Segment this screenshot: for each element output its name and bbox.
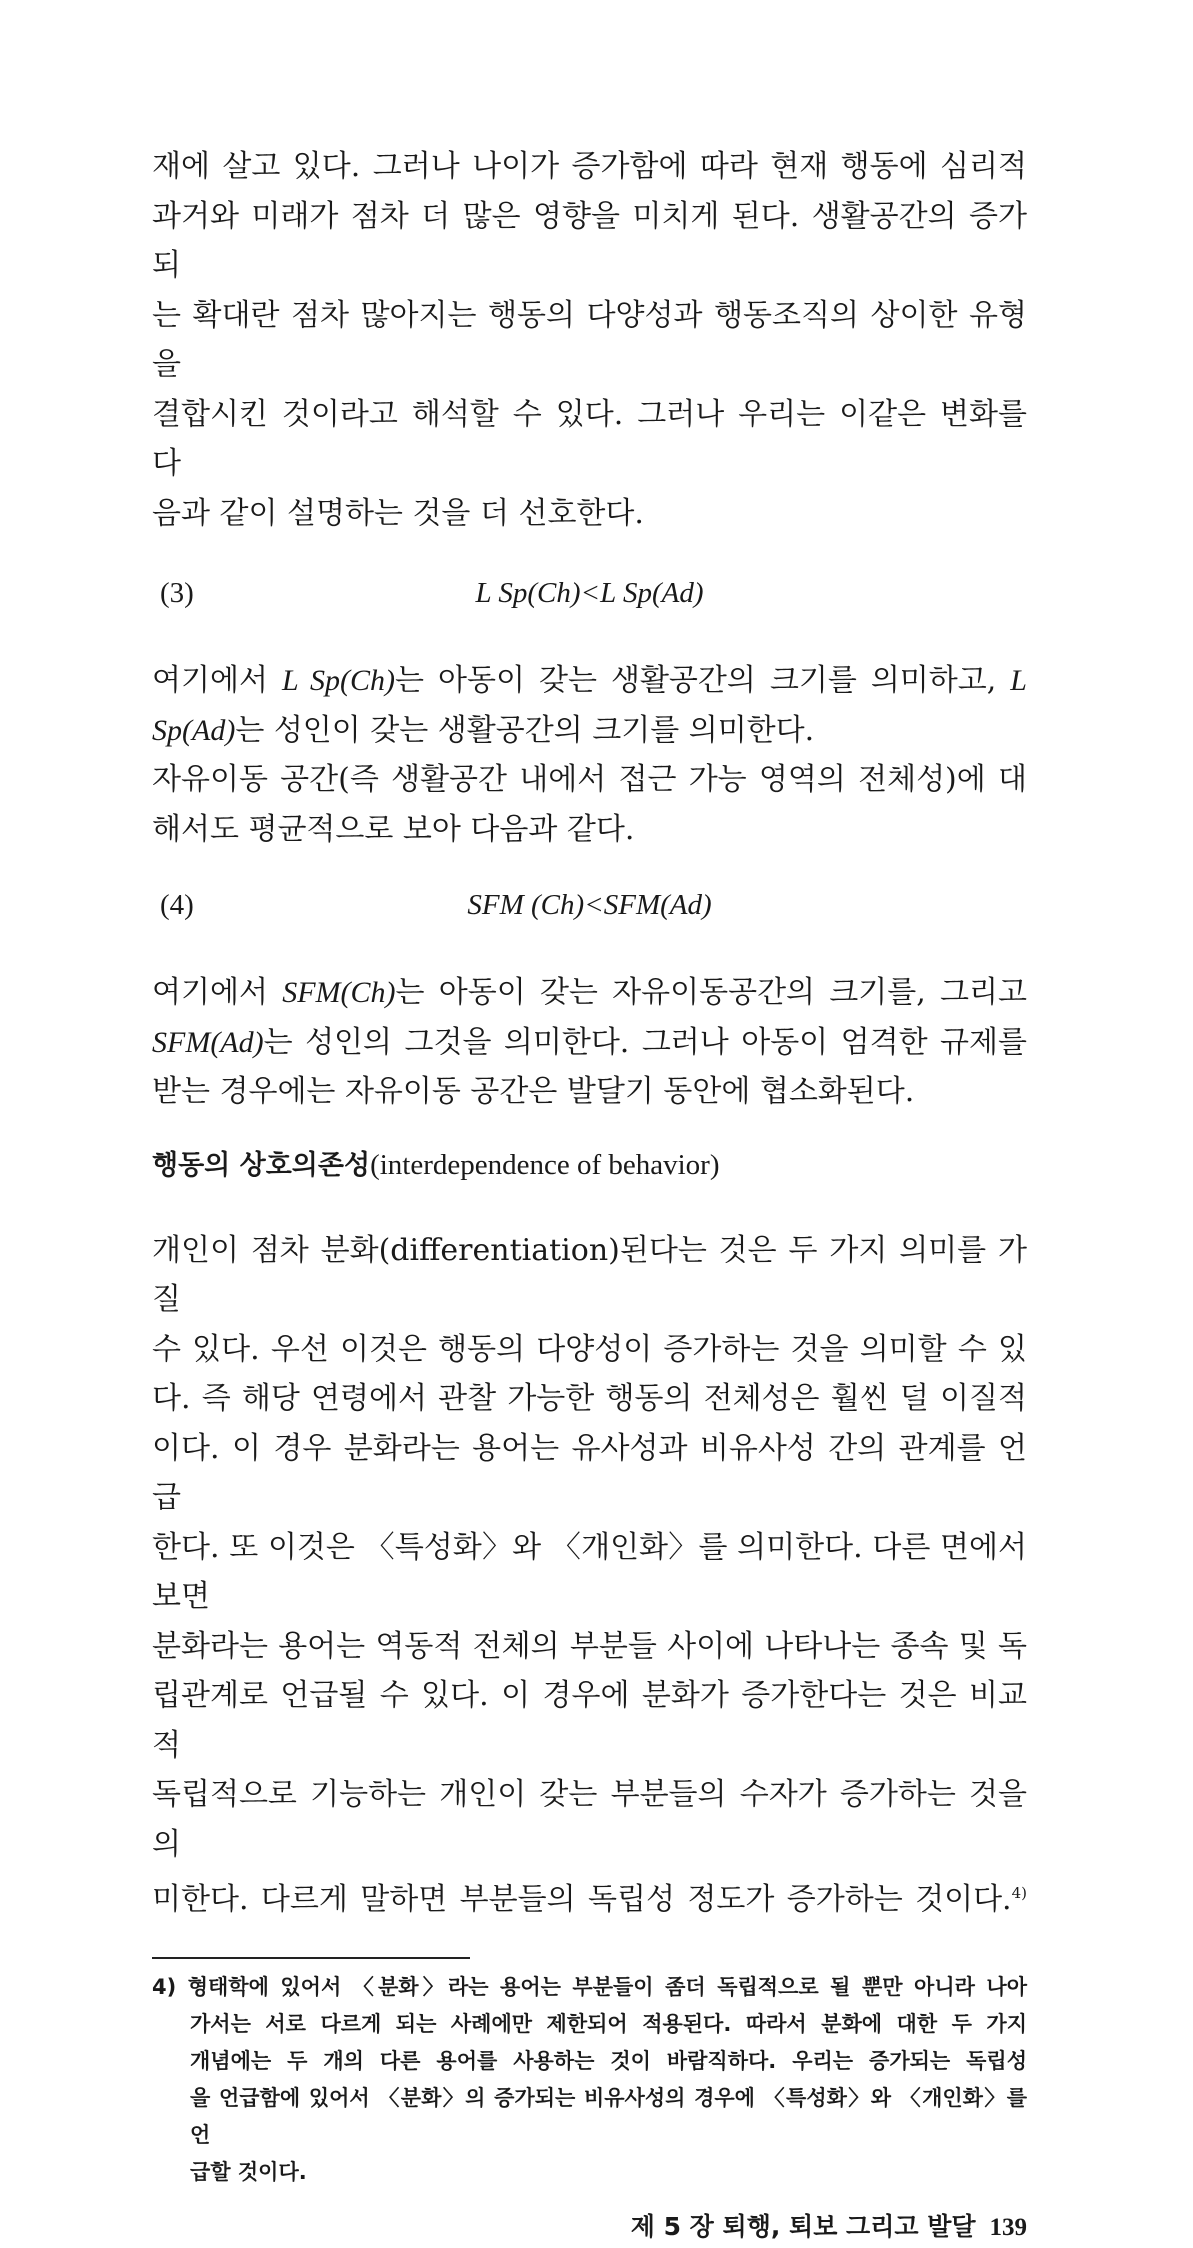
math-term: L [1010,664,1027,697]
footnote-line: 을 언급함에 있어서 〈분화〉의 증가되는 비유사성의 경우에 〈특성화〉와 〈개인화〉를 언 [190,2085,1027,2147]
text-line [152,968,1027,1018]
formula-expression: L Sp(Ch)<L Sp(Ad) [475,577,704,609]
footnote-4 [152,1969,1027,2191]
text-line: 해서도 평균적으로 보아 다음과 같다. [152,811,635,847]
heading-korean: 행동의 상호의존성 [152,1149,371,1181]
text-line [152,1869,1027,1925]
text-span: 미한다. 다르게 말하면 부분들의 독립성 정도가 증가하는 것이다. [152,1882,1012,1917]
text-line: 음과 같이 설명하는 것을 더 선호한다. [152,495,644,531]
text-span: 는 성인의 그것을 의미한다. 그러나 아동이 엄격한 규제를 [263,1024,1027,1060]
text-line [152,656,1027,706]
text-line: 재에 살고 있다. 그러나 나이가 증가함에 따라 현재 행동에 심리적 [152,149,1027,184]
page-body [152,142,1027,2248]
text-line [152,1018,1027,1068]
heading-english: (interdependence of behavior) [370,1148,720,1181]
formula-number: (4) [160,889,194,921]
paragraph-2 [152,656,1027,755]
page-footer [152,2207,1027,2248]
text-span: 는 아동이 갖는 자유이동공간의 크기를, 그리고 [395,975,1027,1010]
formula-4 [152,880,1027,930]
paragraph-5 [152,1226,1027,1925]
text-line: 과거와 미래가 점차 더 많은 영향을 미치게 된다. 생활공간의 증가되 [152,198,1027,283]
text-line [152,706,1027,756]
text-line: 분화라는 용어는 역동적 전체의 부분들 사이에 나타나는 종속 및 독 [152,1628,1027,1664]
footnote-reference: 4) [1011,1884,1027,1902]
text-span: 는 성인이 갖는 생활공간의 크기를 의미한다. [235,712,815,748]
page-number: 139 [989,2213,1027,2241]
text-line: 립관계로 언급될 수 있다. 이 경우에 분화가 증가한다는 것은 비교적 [152,1678,1027,1763]
footnote-line: 개념에는 두 개의 다른 용어를 사용하는 것이 바람직하다. 우리는 증가되는 독립성 [190,2048,1027,2073]
text-line: 받는 경우에는 자유이동 공간은 발달기 동안에 협소화된다. [152,1074,915,1109]
text-line: 한다. 또 이것은 〈특성화〉와 〈개인화〉를 의미한다. 다른 면에서 보면 [152,1529,1027,1614]
formula-expression: SFM (Ch)<SFM(Ad) [467,889,712,921]
text-line: 독립적으로 기능하는 개인이 갖는 부분들의 수자가 증가하는 것을 의 [152,1777,1027,1862]
footnote-line: 4) 형태학에 있어서 〈분화〉라는 용어는 부분들이 좀더 독립적으로 될 뿐만 아니라 나아 [152,1974,1027,1999]
math-term: Sp(Ad) [152,713,236,747]
chapter-title: 제 5 장 퇴행, 퇴보 그리고 발달 [630,2211,976,2241]
math-term: SFM(Ch) [282,976,396,1009]
text-span: 여기에서 [152,663,282,698]
text-line: 개인이 점차 분화(differentiation)된다는 것은 두 가지 의미를 가질 [152,1232,1027,1317]
footnote-line: 가서는 서로 다르게 되는 사례에만 제한되어 적용된다. 따라서 분화에 대한 두 가지 [190,2011,1027,2036]
paragraph-3 [152,755,1027,854]
paragraph-4 [152,968,1027,1117]
section-heading [152,1143,1027,1188]
text-span: 여기에서 [152,975,283,1010]
formula-number: (3) [160,577,194,609]
text-line: 는 확대란 점차 많아지는 행동의 다양성과 행동조직의 상이한 유형을 [152,297,1027,382]
text-line: 결합시킨 것이라고 해석할 수 있다. 그러나 우리는 이같은 변화를 다 [152,396,1027,481]
text-line: 이다. 이 경우 분화라는 용어는 유사성과 비유사성 간의 관계를 언급 [152,1430,1027,1515]
text-line: 수 있다. 우선 이것은 행동의 다양성이 증가하는 것을 의미할 수 있 [152,1331,1027,1367]
math-term: SFM(Ad) [152,1025,264,1059]
text-line: 다. 즉 해당 연령에서 관찰 가능한 행동의 전체성은 훨씬 덜 이질적 [152,1381,1027,1416]
paragraph-1 [152,142,1027,538]
text-line: 자유이동 공간(즉 생활공간 내에서 접근 가능 영역의 전체성)에 대 [152,762,1027,797]
text-span: 는 아동이 갖는 생활공간의 크기를 의미하고, [395,663,1011,698]
formula-3 [152,568,1027,618]
footnote-line: 급할 것이다. [190,2159,307,2184]
math-term: L Sp(Ch) [281,664,396,697]
